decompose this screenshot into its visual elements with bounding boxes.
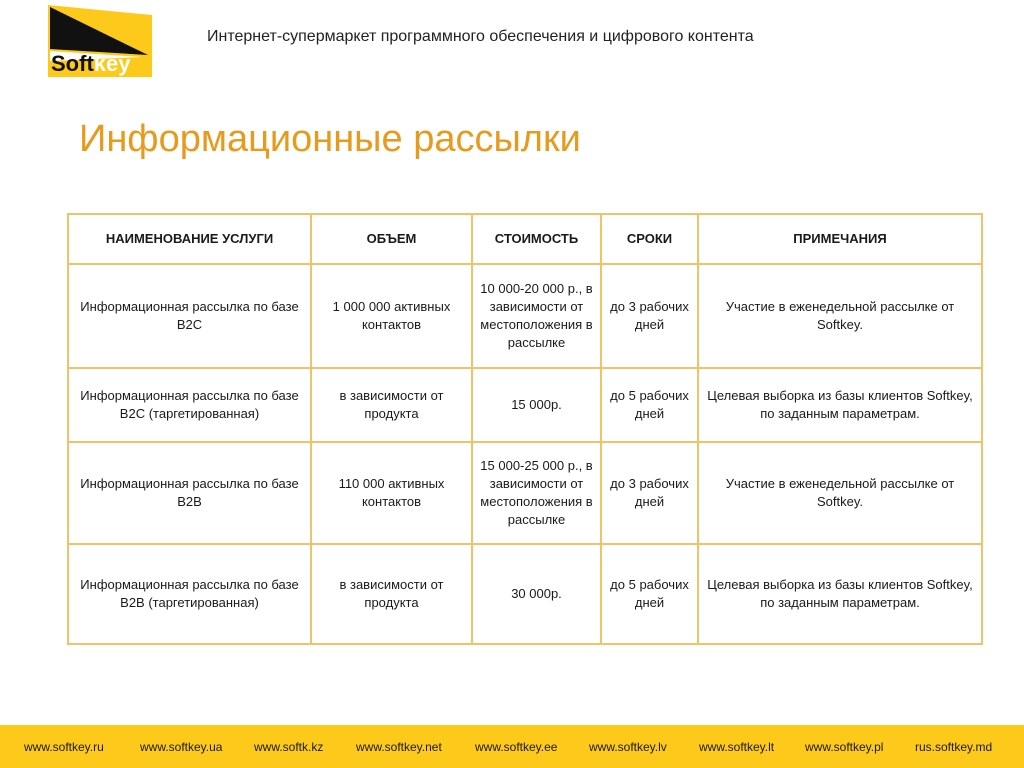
cell-cost: 15 000-25 000 р., в зависимости от местоположения в рассылке: [472, 442, 601, 544]
cell-cost: 30 000р.: [472, 544, 601, 644]
table-row: [68, 368, 982, 442]
cell-terms: до 3 рабочих дней: [601, 442, 698, 544]
cell-volume: в зависимости от продукта: [311, 544, 472, 644]
footer-link-ee[interactable]: www.softkey.ee: [475, 739, 558, 754]
footer-link-md[interactable]: rus.softkey.md: [915, 739, 993, 754]
softkey-logo[interactable]: [48, 5, 152, 77]
cell-service: Информационная рассылка по базе B2B (таргетированная): [68, 544, 311, 644]
cell-notes: Участие в еженедельной рассылке от Softkey.: [698, 442, 982, 544]
header-notes: ПРИМЕЧАНИЯ: [698, 214, 982, 264]
table-row: [68, 264, 982, 368]
cell-cost: 15 000р.: [472, 368, 601, 442]
cell-volume: 110 000 активных контактов: [311, 442, 472, 544]
cell-terms: до 5 рабочих дней: [601, 368, 698, 442]
table-row: [68, 442, 982, 544]
footer-link-net[interactable]: www.softkey.net: [356, 739, 442, 754]
cell-notes: Целевая выборка из базы клиентов Softkey, по заданным параметрам.: [698, 544, 982, 644]
header-service: НАИМЕНОВАНИЕ УСЛУГИ: [68, 214, 311, 264]
header-terms: СРОКИ: [601, 214, 698, 264]
header-volume: ОБЪЕМ: [311, 214, 472, 264]
footer-link-pl[interactable]: www.softkey.pl: [805, 739, 884, 754]
cell-notes: Целевая выборка из базы клиентов Softkey, по заданным параметрам.: [698, 368, 982, 442]
cell-notes: Участие в еженедельной рассылке от Softkey.: [698, 264, 982, 368]
cell-volume: 1 000 000 активных контактов: [311, 264, 472, 368]
page-title: Информационные рассылки: [79, 118, 581, 160]
cell-cost: 10 000-20 000 р., в зависимости от местоположения в рассылке: [472, 264, 601, 368]
logo-graphic: [48, 5, 152, 77]
cell-service: Информационная рассылка по базе B2B: [68, 442, 311, 544]
footer-link-lt[interactable]: www.softkey.lt: [699, 739, 775, 754]
header-cost: СТОИМОСТЬ: [472, 214, 601, 264]
footer-link-ua[interactable]: www.softkey.ua: [140, 739, 223, 754]
cell-terms: до 3 рабочих дней: [601, 264, 698, 368]
cell-service: Информационная рассылка по базе B2C: [68, 264, 311, 368]
logo-text: [51, 51, 131, 76]
table-row: [68, 544, 982, 644]
logo-text-key: key: [93, 51, 131, 76]
services-table: [67, 213, 983, 645]
site-tagline: Интернет-супермаркет программного обеспечения и цифрового контента: [207, 28, 754, 45]
footer-link-lv[interactable]: www.softkey.lv: [589, 739, 667, 754]
footer-link-ru[interactable]: www.softkey.ru: [24, 739, 104, 754]
footer-link-kz[interactable]: www.softk.kz: [254, 739, 324, 754]
cell-volume: в зависимости от продукта: [311, 368, 472, 442]
cell-terms: до 5 рабочих дней: [601, 544, 698, 644]
footer-bar: [0, 725, 1024, 768]
table-header-row: [68, 214, 982, 264]
cell-service: Информационная рассылка по базе B2C (таргетированная): [68, 368, 311, 442]
logo-text-soft: Soft: [51, 51, 94, 76]
